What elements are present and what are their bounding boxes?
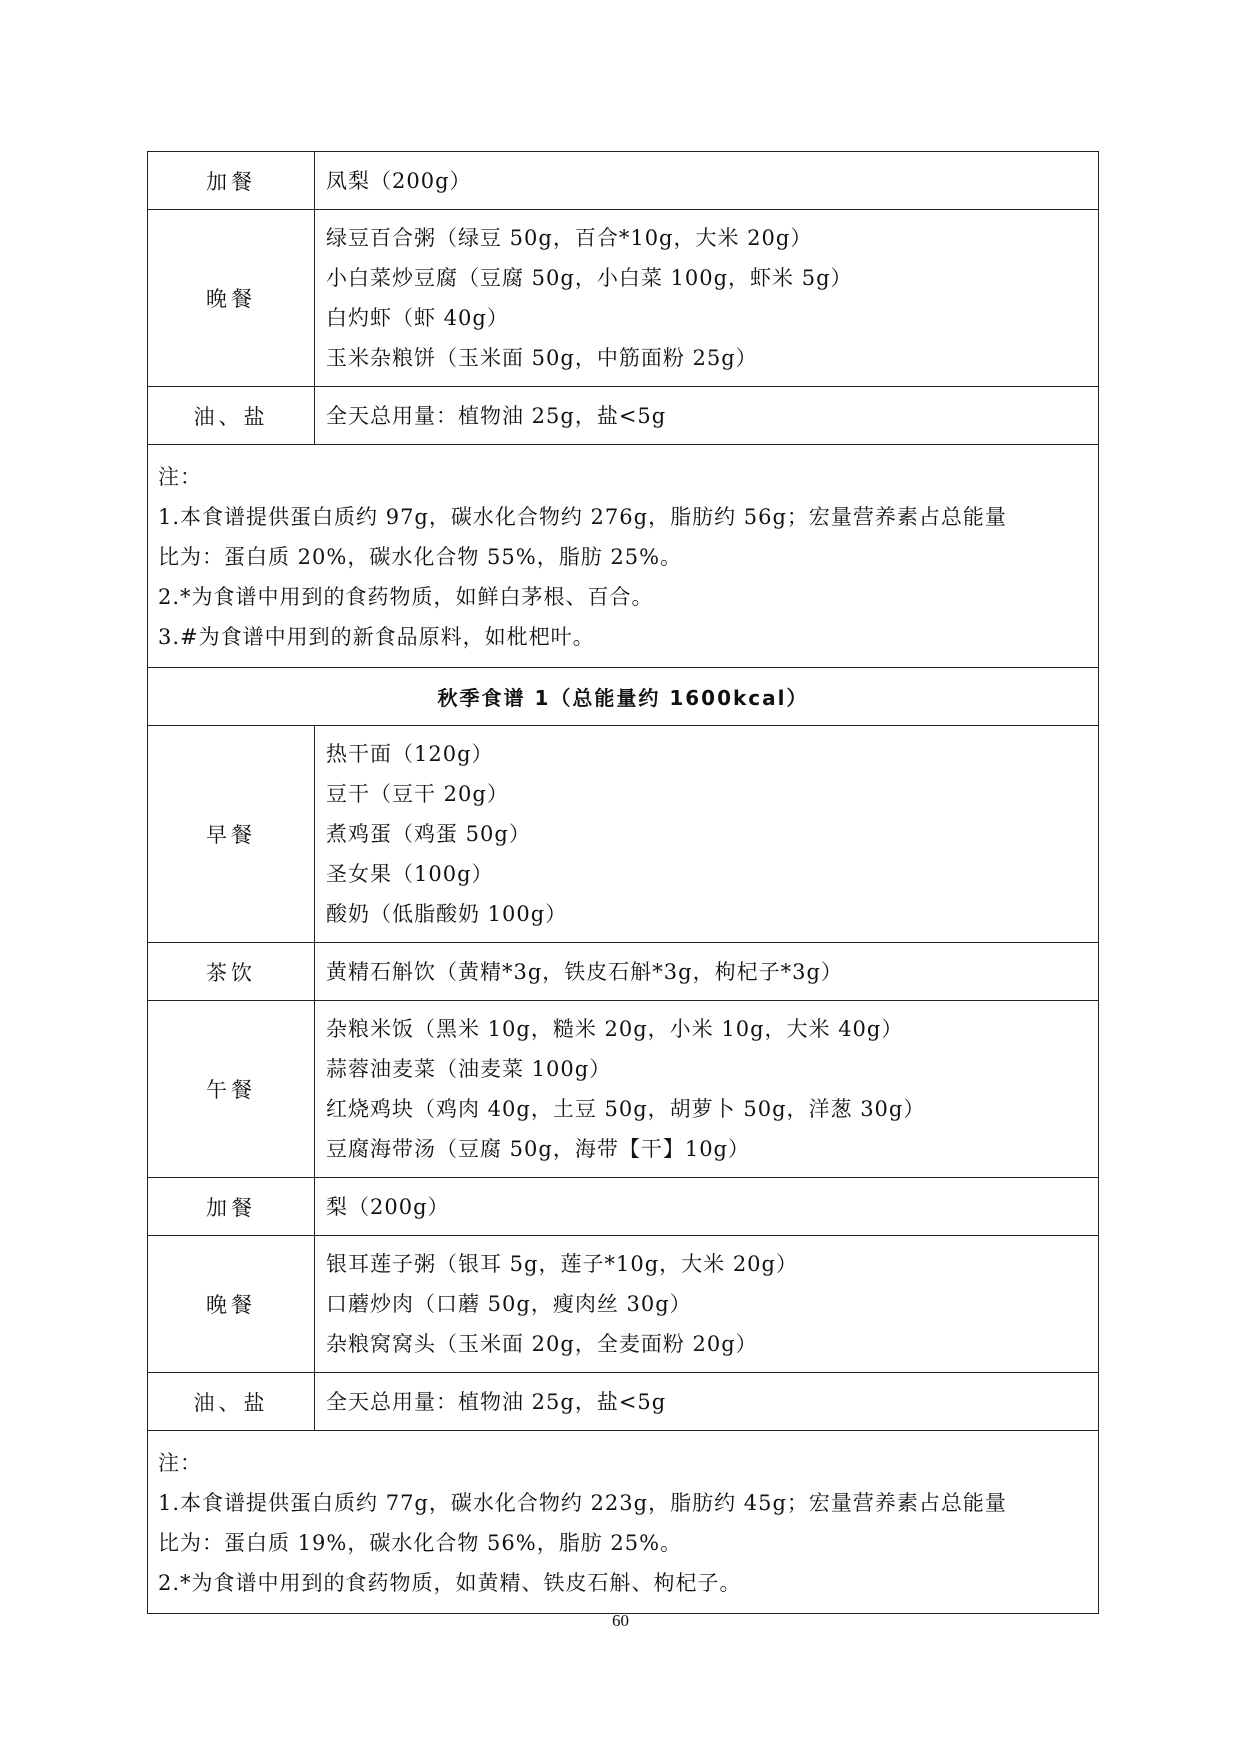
meal-label: 晚餐 <box>148 1236 315 1373</box>
food-item: 凤梨（200g） <box>326 168 472 193</box>
meal-label: 油、盐 <box>148 387 315 445</box>
table-row <box>148 387 1099 445</box>
food-item: 圣女果（100g） <box>326 862 494 886</box>
meal-content <box>315 210 1099 387</box>
food-item: 红烧鸡块（鸡肉 40g，土豆 50g，胡萝卜 50g，洋葱 30g） <box>326 1097 926 1121</box>
food-item: 全天总用量：植物油 25g，盐<5g <box>326 1389 667 1414</box>
food-item: 蒜蓉油麦菜（油麦菜 100g） <box>326 1057 612 1081</box>
notes-row <box>148 445 1099 668</box>
meal-label: 早餐 <box>148 726 315 943</box>
recipe-table <box>147 151 1099 1614</box>
meal-content <box>315 1373 1099 1431</box>
section-row <box>148 668 1099 726</box>
food-item: 热干面（120g） <box>326 742 494 766</box>
meal-label: 油、盐 <box>148 1373 315 1431</box>
note-line: 注： <box>158 465 202 489</box>
food-item: 豆腐海带汤（豆腐 50g，海带【干】10g） <box>326 1137 751 1161</box>
notes-cell <box>148 1431 1099 1614</box>
meal-label: 晚餐 <box>148 210 315 387</box>
meal-content <box>315 1178 1099 1236</box>
food-item: 煮鸡蛋（鸡蛋 50g） <box>326 822 531 846</box>
food-item: 杂粮窝窝头（玉米面 20g，全麦面粉 20g） <box>326 1332 758 1356</box>
food-item: 玉米杂粮饼（玉米面 50g，中筋面粉 25g） <box>326 346 758 370</box>
table-row <box>148 1001 1099 1178</box>
note-line: 1.本食谱提供蛋白质约 77g，碳水化合物约 223g，脂肪约 45g；宏量营养素占总能量 <box>158 1491 1007 1515</box>
meal-content <box>315 943 1099 1001</box>
meal-content <box>315 387 1099 445</box>
note-line: 2.*为食谱中用到的食药物质，如黄精、铁皮石斛、枸杞子。 <box>158 1571 742 1595</box>
food-item: 口蘑炒肉（口蘑 50g，瘦肉丝 30g） <box>326 1292 692 1316</box>
table-row <box>148 152 1099 210</box>
meal-content <box>315 726 1099 943</box>
food-item: 小白菜炒豆腐（豆腐 50g，小白菜 100g，虾米 5g） <box>326 266 853 290</box>
page-number: 60 <box>612 1611 629 1630</box>
meal-label: 茶饮 <box>148 943 315 1001</box>
meal-content <box>315 1001 1099 1178</box>
food-item: 豆干（豆干 20g） <box>326 782 509 806</box>
meal-content <box>315 1236 1099 1373</box>
food-item: 酸奶（低脂酸奶 100g） <box>326 902 568 926</box>
food-item: 银耳莲子粥（银耳 5g，莲子*10g，大米 20g） <box>326 1252 798 1276</box>
food-item: 全天总用量：植物油 25g，盐<5g <box>326 403 667 428</box>
table-row <box>148 210 1099 387</box>
notes-cell <box>148 445 1099 668</box>
section-title: 秋季食谱 1（总能量约 1600kcal） <box>148 668 1099 726</box>
food-item: 梨（200g） <box>326 1194 450 1219</box>
table-row <box>148 1236 1099 1373</box>
table-row <box>148 726 1099 943</box>
meal-label: 午餐 <box>148 1001 315 1178</box>
food-item: 绿豆百合粥（绿豆 50g，百合*10g，大米 20g） <box>326 226 813 250</box>
food-item: 白灼虾（虾 40g） <box>326 306 509 330</box>
table-row <box>148 1373 1099 1431</box>
note-line: 2.*为食谱中用到的食药物质，如鲜白茅根、百合。 <box>158 585 654 609</box>
meal-content <box>315 152 1099 210</box>
meal-label: 加餐 <box>148 1178 315 1236</box>
note-line: 3.#为食谱中用到的新食品原料，如枇杷叶。 <box>158 625 595 649</box>
table-row <box>148 943 1099 1001</box>
note-line: 比为：蛋白质 19%，碳水化合物 56%，脂肪 25%。 <box>158 1531 683 1555</box>
notes-row <box>148 1431 1099 1614</box>
food-item: 黄精石斛饮（黄精*3g，铁皮石斛*3g，枸杞子*3g） <box>326 959 843 984</box>
table-row <box>148 1178 1099 1236</box>
food-item: 杂粮米饭（黑米 10g，糙米 20g，小米 10g，大米 40g） <box>326 1017 904 1041</box>
note-line: 注： <box>158 1451 202 1475</box>
note-line: 比为：蛋白质 20%，碳水化合物 55%，脂肪 25%。 <box>158 545 683 569</box>
note-line: 1.本食谱提供蛋白质约 97g，碳水化合物约 276g，脂肪约 56g；宏量营养素占总能量 <box>158 505 1007 529</box>
meal-label: 加餐 <box>148 152 315 210</box>
